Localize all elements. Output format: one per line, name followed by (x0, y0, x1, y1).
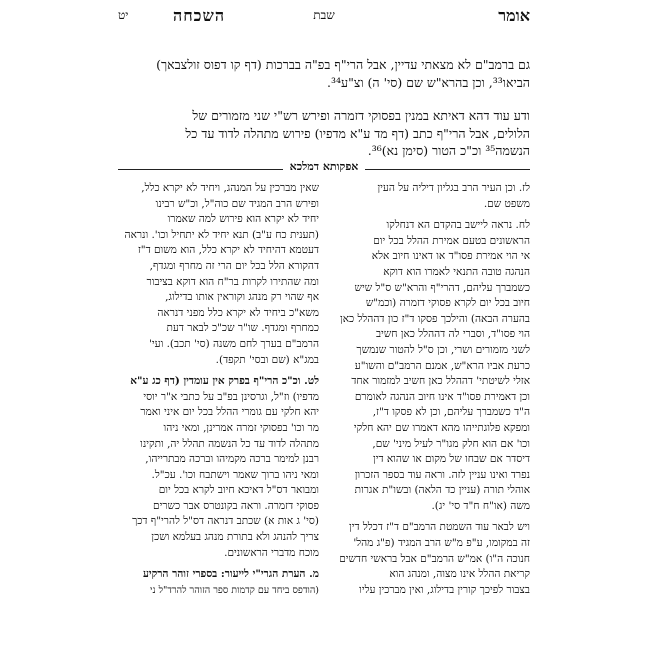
footnote-line: מ. הערת הגרי"י לייעור: בספרי זוהר הרקיע (142, 568, 319, 581)
text-line: הנשמה³⁵ וכ"כ הטור (סימן נא)³⁶. (367, 143, 530, 158)
footnote-line: משא"כ ביחיד לא יקרא כלל מפני דנראה (157, 306, 319, 319)
footnote-line: לח. נראה ליישב בהקדם הא דנחלקו (386, 219, 530, 232)
header-day: שבת (313, 8, 335, 22)
footnote-line: ומבואר דס"ל דאיכא חיוב לקרא בכל יום (158, 484, 319, 497)
footnote-line: מוכח מדברי הראשונים. (224, 546, 319, 559)
footnote-line: וכן דאמירת פסו"ד אינו חיוב הנהגה לאומרם (354, 390, 530, 403)
header-title: אומר (498, 6, 530, 25)
footnote-line: משה (או"ח ח"ד סי' יג). (431, 499, 530, 512)
footnote-line: הראשונים בטעם אמירת ההלל בכל יום (373, 234, 530, 247)
footnotes-column-right (331, 181, 530, 598)
footnote-line: הרמב"ם בערך לחם משנה (סי' תכב). ועי' (148, 337, 319, 350)
footnote-line: אי הוי אמירת פסו"ד או דאינו חיוב אלא (371, 250, 530, 263)
footnote-line: כרעת אביו הרא"ש, אמנם הרמב"ם והשו"ע (354, 359, 530, 372)
footnotes-column-left (120, 181, 319, 598)
footnote-line: דעטמא דהיחיד לא יקרא כלל, הוא משום ד"ז (137, 244, 319, 257)
page-number: יט (118, 8, 129, 22)
footnote-line: ומאי ניהו ברוך שאמר וישתבח וכו'. עכ"ל. (151, 468, 319, 481)
footnote-line: זה במקומו, ע"פ מ"ש הרב המגיד (פ"ג מהל' (353, 537, 530, 550)
divider-rule (118, 169, 283, 170)
footnote-line: בצבור לפיכך קורין בדילוג, ואין מברכין עליו (359, 583, 530, 596)
footnote-line: לט. וכ"כ הרי"ף בפרק אין עומדין (דף כג ע"א (130, 375, 319, 388)
footnote-line: ומפקא פלוגתייהו מהא דאמרו שם יהא חלקי (353, 421, 530, 434)
footnote-line: חיוב בכל יום לקרא פסוקי דזמרה (וכמ"ש (365, 297, 530, 310)
footnote-line: (הודפס ביחד עם קדמות ספר הזוהר להרד"ל ני (149, 584, 319, 596)
running-header (118, 6, 530, 26)
footnote-line: חנוכה ה"ו) אמ"ש הרמב"ם אבל בראשי חדשים (339, 552, 530, 565)
header-section: השכחה (173, 6, 226, 25)
footnote-line: יהא חלקי עם גומרי ההלל בכל יום איני ואמר (140, 406, 319, 419)
intro-paragraph-1 (118, 56, 530, 91)
footnote-line: אזלי לשיטתי' דההלל כאן חשיב למזמור אחד (351, 375, 530, 388)
text-line: גם ברמב"ם לא מצאתי עדיין, אבל הרי"ף בפ"ה בברכות (דף קו דפוס זולצבאך) (156, 57, 530, 72)
intro-paragraph-2 (118, 107, 530, 160)
footnote-line: במג"א (שם ובסי' תקפד). (215, 353, 319, 366)
footnote-line: לז. וכן העיר הרב בגליון דיליה על העין (377, 182, 530, 194)
footnote-line: כמחרף ומגדף. שו"ר שכ"כ לבאר דעת (166, 322, 319, 335)
footnote-line: הוי פסו"ד, וסברי לה דההלל כאן חשיב (376, 328, 530, 341)
footnote-line: לשני מזמורים ושרי, וכן ס"ל להטור שנמשך (356, 343, 530, 356)
text-line: ודע עוד דהא דאיתא במנין בפסוקי דזמרה ופירש רש"י שני מזמורים של (192, 108, 530, 123)
footnote-line: משפט שם. (483, 197, 530, 210)
text-line: הביאו³³, וכן בהרא"ש שם (סי' ה) וצ"ע³⁴. (326, 74, 530, 90)
footnote-line: ויש לבאר עוד השמטת הרמב"ם ד"ז דכלל דין (349, 521, 530, 534)
footnote-line: דהקורא הלל בכל יום הרי זה מחרף ומגדף, (149, 259, 319, 272)
footnote-line: אף שהוי רק מנהג וקוראין אותו בדילוג, (165, 291, 319, 304)
footnote-line: מר וכו' בפסוקי זמרה אמרינן, ומאי ניהו (163, 421, 319, 434)
footnote-line: יחיד לא יקרא הוא פירוש למה שאמרו (167, 213, 319, 226)
footnote-line: אוהלי תורה (עניין כד הלאה) ובשו"ת אגרות (354, 484, 530, 497)
footnote-line: נפרד ואינו עניין לזה. וראה עוד בספר הזכרון (354, 468, 530, 481)
footnote-line: (סי' ג אות א) שכתב דנראה דס"ל להרי"ף דכך (132, 515, 319, 528)
footnote-line: צריך להנהג ולא בתורת מנהג בעלמא ושכן (151, 531, 319, 544)
text-line: הלולים, אבל הרי"ף כתב (דף מד ע"א מדפיו) פירוש מתהלה לדוד עד כל (185, 125, 530, 141)
footnote-line: קריאת ההלל אינו מצוה, ומנהג הוא (389, 568, 530, 581)
footnote-line: (תענית כח ע"ב) תנא יחיד לא יתחיל וכו'. ונראה (124, 228, 319, 241)
footnote-line: בהערה הבאה) והילכך פסקו ד"ז כון דההלל כאן (340, 312, 530, 325)
footnote-line: וכו' אם הוא חלק מגו"ר לעיל מיני' שם, (372, 437, 530, 450)
footnote-line: הנהגה טובה התנאי לאמרו הוא דוקא (383, 265, 530, 278)
footnote-line: מדפיו) וז"ל, וגרסינן בפ"ב על כתבי א"ר יוסי (143, 390, 319, 403)
footnote-line: רבנן למימר ברכה מקמיהו וברכה מבתרייהו, (145, 453, 319, 466)
footnote-line: כשמברך עליהם, דהרי"ף והרא"ש ס"ל שיש (354, 281, 530, 294)
footnote-line: פסוקי דזמרה. וראה בקונטרס אבר כשרים (153, 499, 319, 512)
footnotes-divider (118, 160, 530, 176)
footnote-line: ומה שהתירו לקרות בר"ח הוא דוקא בציבור (146, 275, 319, 288)
footnote-line: שאין מברכין על המנהג, ויחיד לא יקרא כלל, (141, 182, 319, 194)
divider-rule (365, 169, 530, 170)
footnotes-heading: אפקותא דמלכא (289, 160, 359, 173)
footnote-line: מתהלה לדוד עד כל הנשמה תהלל יה, ותקינו (140, 437, 319, 450)
footnote-line: ה"ד כשמברך עליהם, וכן לא פסקו ד"ז, (372, 406, 530, 419)
footnote-line: דיסדר אם שבחו של מקום או שהוא דין (373, 453, 530, 466)
footnote-line: ופירש הרב המגיד שם כוה"ל, וכ"ש רבינו (155, 197, 319, 210)
